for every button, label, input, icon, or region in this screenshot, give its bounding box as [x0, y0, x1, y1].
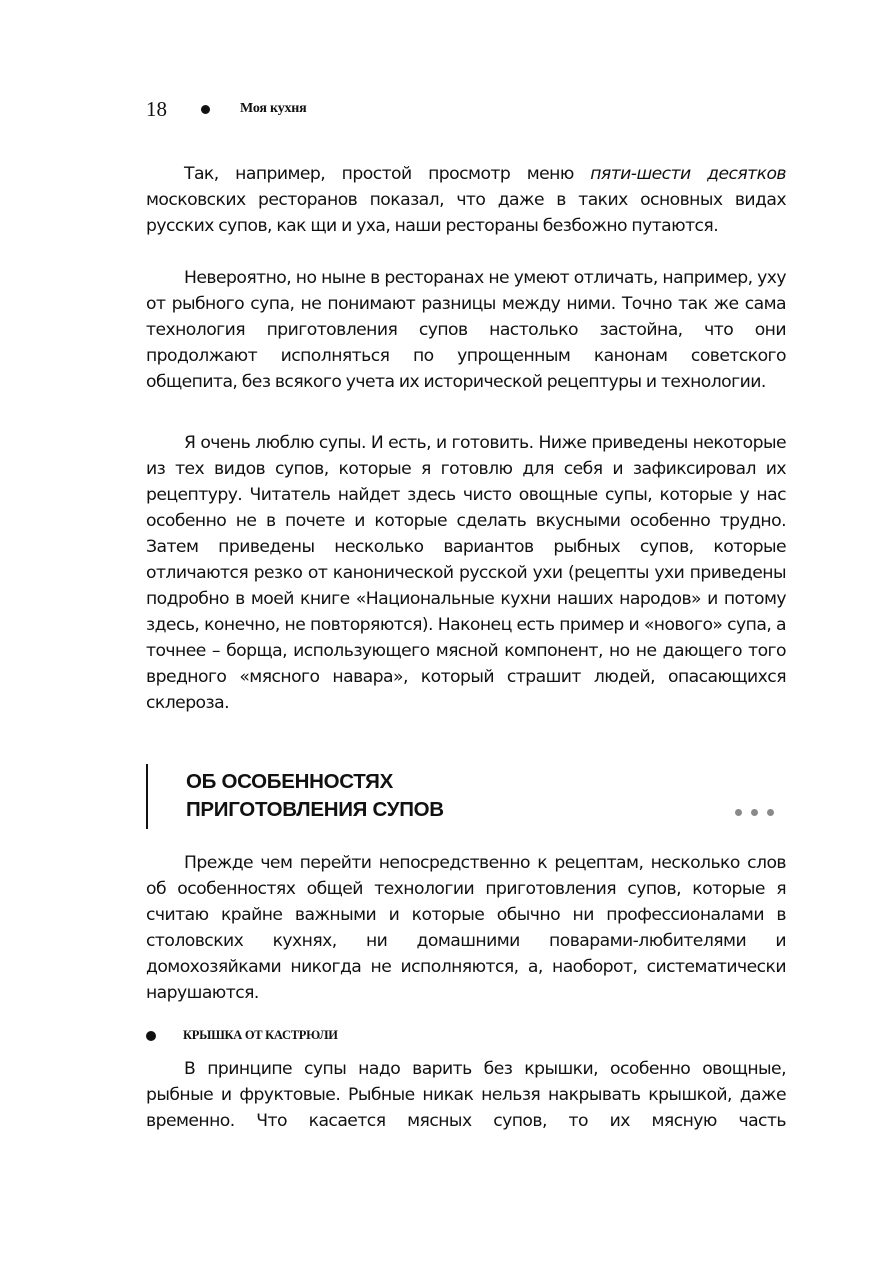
- subsection-heading: [146, 1028, 338, 1043]
- paragraph-1: [146, 161, 786, 239]
- subsection-title: КРЫШКА ОТ КАСТРЮЛИ: [183, 1028, 338, 1042]
- ellipsis-dots-icon: [735, 809, 774, 816]
- section-heading: [146, 764, 786, 829]
- paragraph-text: Невероятно, но ныне в ресторанах не умеют отличать, например, уху от рыбного супа, не понимают разницы между ними. Точно так же сама технология приготовления супов настолько застойна, что они продолжают исполняться по упрощенным канонам советского общепита, без всякого учета их исторической рецептуры и технологии.: [146, 268, 786, 392]
- bullet-dot-icon: [201, 105, 210, 114]
- section-title-line-2: ПРИГОТОВЛЕНИЯ СУПОВ: [186, 798, 444, 821]
- page-number: 18: [146, 96, 167, 121]
- paragraph-text: Так, например, простой просмотр меню: [184, 164, 591, 184]
- paragraph-text: Я очень люблю супы. И есть, и готовить. Ниже приведены некоторые из тех видов супов, которые я готовлю для себя и зафиксировал их рецептуру. Читатель найдет здесь чисто овощные супы, которые у нас особенно не в почете и которые сделать вкусными особенно трудно. Затем приведены несколько вариантов рыбных супов, которые отличаются резко от канонической русской ухи (рецепты ухи приведены подробно в моей книге «Национальные кухни наших народов» и потому здесь, конечно, не повторяются). Наконец есть пример и «нового» супа, а точнее – борща, использующего мясной компонент, но не дающего того вредного «мясного навара», который страшит людей, опасающихся склероза.: [146, 433, 786, 713]
- book-title: Моя кухня: [240, 101, 307, 116]
- section-intro-paragraph: [146, 850, 786, 1006]
- section-bar-divider: [146, 764, 148, 829]
- paragraph-text: В принципе супы надо варить без крышки, особенно овощные, рыбные и фруктовые. Рыбные никак нельзя накрывать крышкой, даже временно. Что касается мясных супов, то их мясную часть: [146, 1059, 786, 1131]
- subsection-paragraph: [146, 1056, 786, 1134]
- section-title: [186, 768, 444, 824]
- running-head: [146, 96, 307, 122]
- paragraph-text: Прежде чем перейти непосредственно к рецептам, несколько слов об особенностях общей технологии приготовления супов, которые я считаю крайне важными и которые обычно ни профессионалами в столовских кухнях, ни домашними поварами-любителями и домохозяйками никогда не исполняются, а, наоборот, систематически нарушаются.: [146, 853, 786, 1003]
- paragraph-3: [146, 430, 786, 716]
- paragraph-text: московских ресторанов показал, что даже в таких основных видах русских супов, как щи и уха, наши рестораны безбожно путаются.: [146, 190, 786, 236]
- paragraph-2: [146, 265, 786, 395]
- emphasis-text: пяти-шести десятков: [590, 164, 786, 184]
- bullet-dot-icon: [146, 1031, 156, 1041]
- section-title-line-1: ОБ ОСОБЕННОСТЯХ: [186, 770, 393, 793]
